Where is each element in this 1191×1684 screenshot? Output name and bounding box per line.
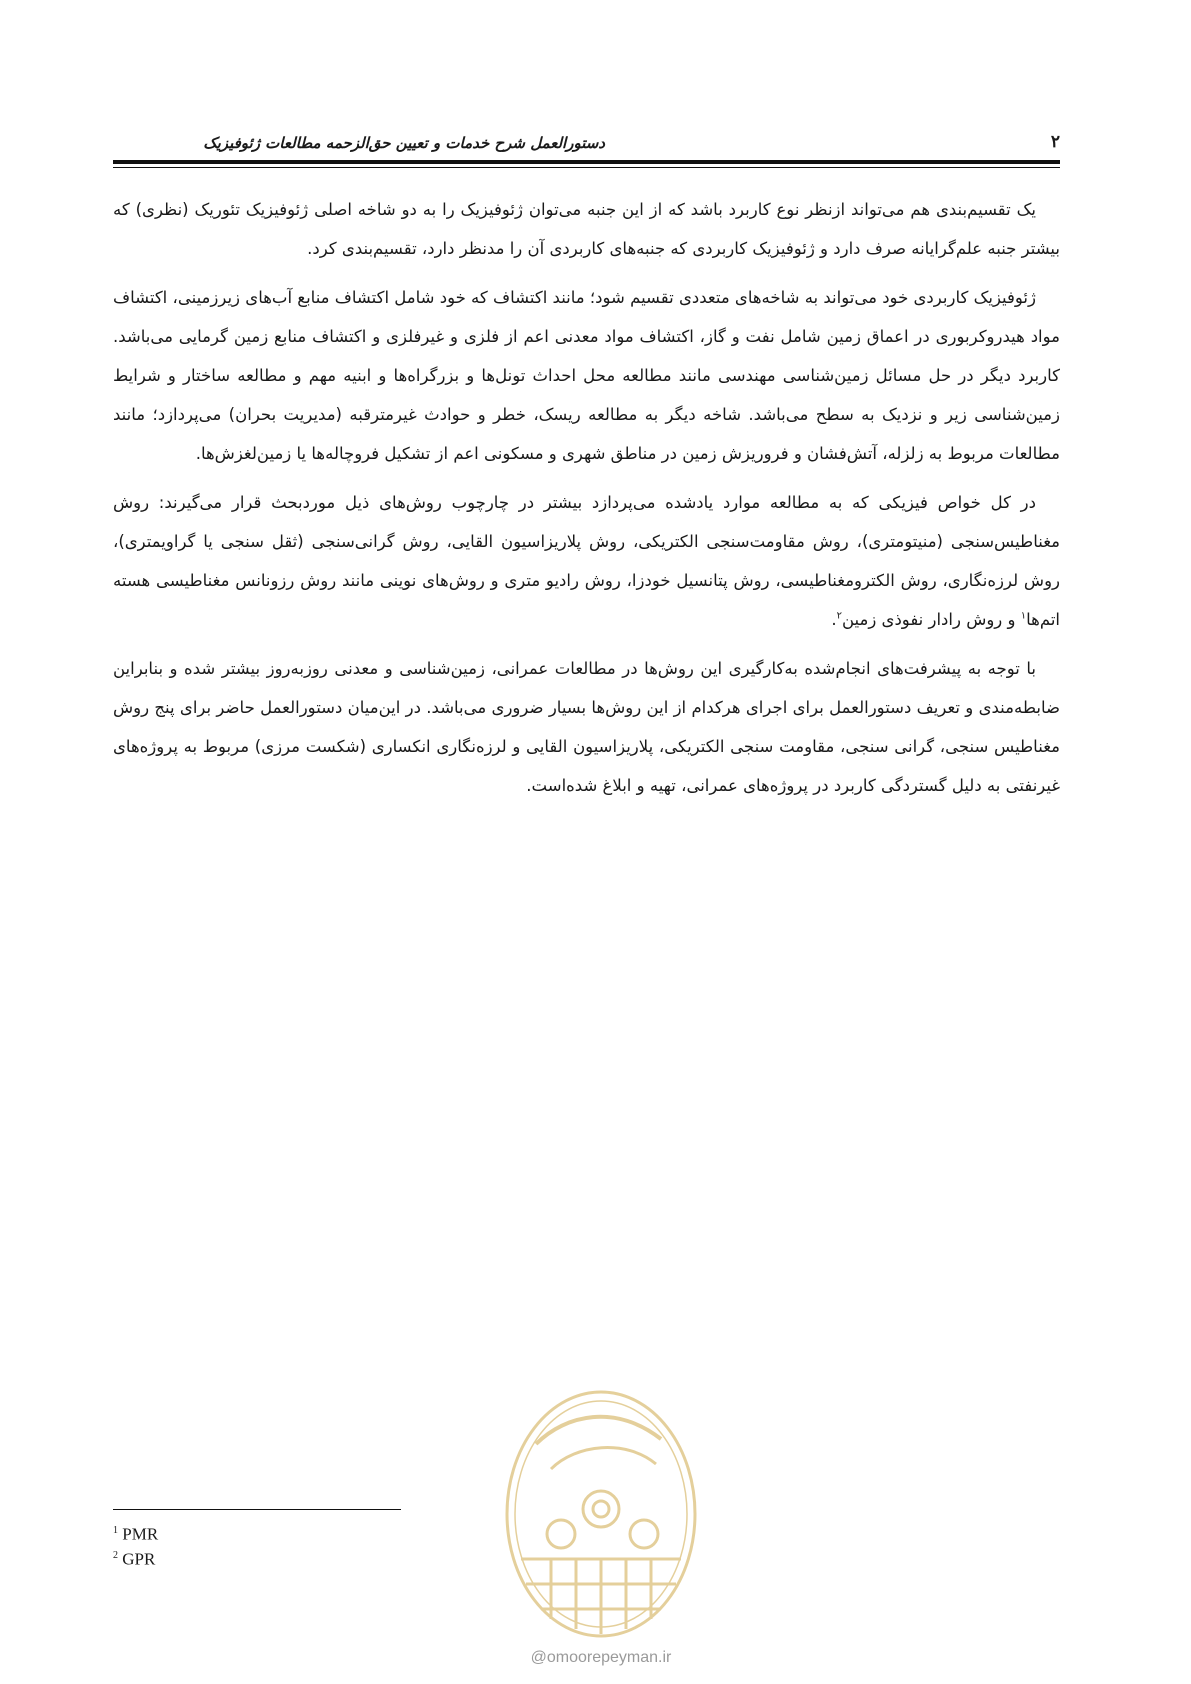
footnote-1-text: PMR: [122, 1524, 159, 1544]
paragraph-2: ژئوفیزیک کاربردی خود می‌تواند به شاخه‌های متعددی تقسیم شود؛ مانند اکتشاف که خود شامل اکتشاف منابع آب‌های زیرزمینی، اکتشاف مواد هیدروکربوری در اعماق زمین شامل نفت و گاز، اکتشاف مواد معدنی اعم از فلزی و غیرفلزی و اکتشاف منابع زمین گرمایی می‌باشد. کاربرد دیگر در حل مسائل زمین‌شناسی مهندسی مانند مطالعه محل احداث تونل‌ها و بزرگراه‌ها و ابنیه مهم و مطالعه ساختار و شرایط زمین‌شناسی زیر و نزدیک به سطح می‌باشد. شاخه دیگر به مطالعه ریسک، خطر و حوادث غیرمترقبه (مدیریت بحران) می‌پردازد؛ مانند مطالعات مربوط به زلزله، آتش‌فشان و فروریزش زمین در مناطق شهری و مسکونی اعم از تشکیل فروچاله‌ها یا زمین‌لغزش‌ها.: [113, 288, 1060, 463]
page-header: [113, 128, 1060, 158]
footnote-2-text: GPR: [122, 1549, 156, 1569]
footnote-2: [113, 1545, 158, 1570]
paragraph-3-text-c: .: [831, 610, 837, 629]
header-title: دستورالعمل شرح خدمات و تعیین حق‌الزحمه مطالعات ژئوفیزیک: [203, 134, 605, 152]
seal-logo-icon: [496, 1384, 706, 1644]
paragraph-3: [113, 483, 1060, 639]
footnote-rule: [113, 1509, 401, 1510]
footnote-1-number: 1: [113, 1525, 118, 1536]
page-number: ۲: [1050, 132, 1060, 152]
paragraph-3-text-b: و روش رادار نفوذی زمین: [841, 610, 1021, 629]
footnote-1: [113, 1520, 158, 1545]
paragraph-3-text-a: در کل خواص فیزیکی که به مطالعه موارد یادشده می‌پردازد بیشتر در چارچوب روش‌های ذیل موردبحث قرار می‌گیرند: روش مغناطیس‌سنجی (منیتومتری)، روش مقاومت‌سنجی الکتریکی، روش پلاریزاسیون القایی، روش گرانی‌سنجی (ثقل سنجی یا گراویمتری)، روش لرزه‌نگاری، روش الکترومغناطیسی، روش پتانسیل خودزا، روش رادیو متری و روش‌های نوینی مانند روش رزونانس مغناطیسی هسته اتم‌ها: [113, 493, 1060, 629]
header-rule-thin: [113, 167, 1060, 168]
footnote-2-number: 2: [113, 1549, 118, 1561]
watermark-url: @omoorepeyman.ir: [530, 1649, 672, 1666]
paragraph-4: با توجه به پیشرفت‌های انجام‌شده به‌کارگیری این روش‌ها در مطالعات عمرانی، زمین‌شناسی و معدنی روزبه‌روز بیشتر شده و بنابراین ضابطه‌مندی و تعریف دستورالعمل برای اجرای هرکدام از این روش‌ها بسیار ضروری می‌باشد. در این‌میان دستورالعمل حاضر برای پنج روش مغناطیس سنجی، گرانی سنجی، مقاومت سنجی الکتریکی، پلاریزاسیون القایی و لرزه‌نگاری انکساری (شکست مرزی) مربوط به پروژه‌های غیرنفتی به دلیل گستردگی کاربرد در پروژه‌های عمرانی، تهیه و ابلاغ شده‌است.: [113, 659, 1060, 795]
footnote-ref-1: ۱: [1020, 610, 1027, 622]
body-text: [113, 190, 1060, 815]
header-rule-thick: [113, 160, 1060, 164]
paragraph-1: یک تقسیم‌بندی هم می‌تواند ازنظر نوع کاربرد باشد که از این جنبه می‌توان ژئوفیزیک را به دو شاخه اصلی ژئوفیزیک تئوریک (نظری) که بیشتر جنبه علم‌گرایانه صرف دارد و ژئوفیزیک کاربردی که جنبه‌های کاربردی آن را مدنظر دارد، تقسیم‌بندی کرد.: [113, 200, 1060, 258]
watermark-seal: [496, 1384, 706, 1674]
footnote-ref-2: ۲: [836, 610, 842, 622]
footnotes: [113, 1520, 158, 1569]
